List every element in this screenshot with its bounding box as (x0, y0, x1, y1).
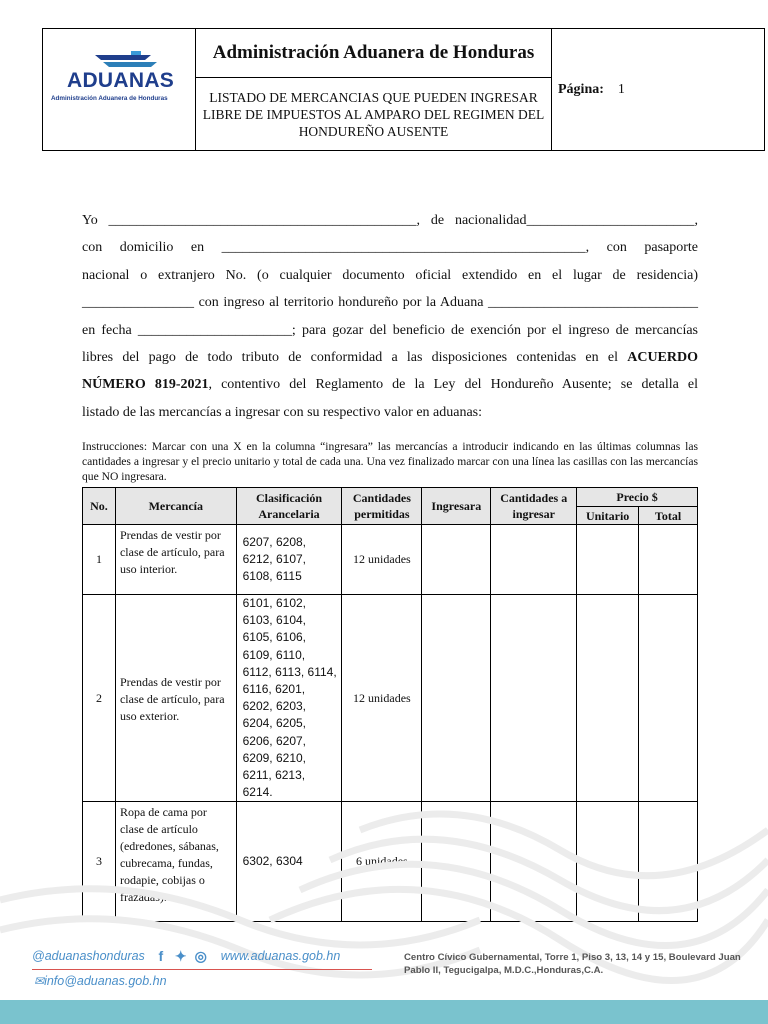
col-header-cantidades-permitidas: Cantidades permitidas (342, 488, 422, 525)
row-cantidad-ingresar-cell[interactable] (491, 525, 577, 595)
col-header-no: No. (83, 488, 116, 525)
row-ingresara-cell[interactable] (422, 595, 491, 802)
website-link[interactable]: www.aduanas.gob.hn (220, 949, 341, 963)
row-clasificacion: 6207, 6208, 6212, 6107, 6108, 6115 (236, 525, 342, 595)
para-text: , contentivo del Reglamento de la Ley del Hondureño Ausente; se detalla el (208, 377, 699, 393)
row-mercancia: Prendas de vestir por clase de artículo, para uso exterior. (115, 595, 236, 802)
page-label: Página: (558, 81, 604, 97)
row-ingresara-cell[interactable] (422, 525, 491, 595)
para-line (82, 371, 698, 398)
agreement-number: NÚMERO 819-2021 (82, 377, 209, 393)
logo-text: ADUANAS (67, 69, 175, 92)
document-title: Administración Aduanera de Honduras (196, 29, 551, 78)
para-line: ________________ con ingreso al territorio hondureño por la Aduana ______________________________ (82, 295, 698, 311)
page-number: 1 (617, 81, 625, 97)
agreement-label: ACUERDO (627, 350, 698, 366)
para-line: Yo ____________________________________________, de nacionalidad________________________, (82, 213, 698, 228)
document-subtitle: LISTADO DE MERCANCIAS QUE PUEDEN INGRESAR LIBRE DE IMPUESTOS AL AMPARO DEL REGIMEN DEL HONDUREÑO AUSENTE (202, 89, 545, 139)
instructions-text: Instrucciones: Marcar con una X en la columna “ingresara” las mercancías a introducir indicando en las últimas columnas las cantidades a ingresar y el precio unitario y total de cada una. Una vez finalizado marcar con una línea las casillas con las mercancías que NO ingresara. (82, 440, 698, 483)
para-text: libres del pago de todo tributo de conformidad a las disposiciones contenidas en el (82, 350, 628, 366)
title-cell (196, 29, 552, 150)
row-clasificacion: 6101, 6102, 6103, 6104, 6105, 6106, 6109, 6110, 6112, 6113, 6114, 6116, 6201, 6202, 6203, 6204, 6205, 6206, 6207, 6209, 6210, 6211, 6213, 6214. (236, 595, 342, 802)
logo-cell (43, 29, 196, 150)
para-line: listado de las mercancías a ingresar con su respectivo valor en aduanas: (82, 404, 483, 420)
para-line: en fecha ______________________; para gozar del beneficio de exención por el ingreso de mercancías (82, 322, 698, 338)
col-header-cantidades-ingresar: Cantidades a ingresar (491, 488, 577, 525)
row-cantidad-ingresar-cell[interactable] (491, 595, 577, 802)
footer-address: Centro Cívico Gubernamental, Torre 1, Piso 3, 13, 14 y 15, Boulevard Juan Pablo II, Tegucigalpa, M.D.C.,Honduras,C.A. (404, 952, 741, 976)
footer-bar (0, 1000, 768, 1024)
ship-logo-icon (93, 51, 163, 71)
footer-social (32, 948, 340, 964)
row-unitario-cell[interactable] (577, 595, 639, 802)
row-cantidad: 12 unidades (342, 595, 422, 802)
page-cell (552, 29, 764, 150)
document-header (42, 28, 765, 151)
facebook-icon[interactable]: f (158, 948, 164, 964)
row-mercancia: Ropa de cama por clase de artículo (edredones, sábanas, cubrecama, fundas, rodapie, cobijas o frazadas). (115, 802, 236, 922)
instagram-icon[interactable]: ◎ (194, 948, 207, 964)
email-link[interactable]: info@aduanas.gob.hn (44, 974, 167, 988)
table-row (83, 595, 698, 802)
row-cantidad: 6 unidades (342, 802, 422, 922)
mail-icon: ✉ (34, 974, 45, 988)
declaration-paragraph (82, 207, 698, 426)
para-line: con domicilio en ____________________________________________________, con pasaporte (82, 240, 698, 256)
col-header-ingresara: Ingresara (422, 488, 491, 525)
table-row (83, 525, 698, 595)
footer-email (34, 974, 167, 988)
twitter-icon[interactable]: ✦ (174, 948, 187, 964)
decorative-wave-background (0, 790, 768, 1024)
row-number: 1 (83, 525, 116, 595)
col-header-mercancia: Mercancía (115, 488, 236, 525)
logo-subtitle: Administración Aduanera de Honduras (51, 95, 168, 102)
row-total-cell[interactable] (639, 595, 698, 802)
row-cantidad: 12 unidades (342, 525, 422, 595)
row-mercancia: Prendas de vestir por clase de artículo, para uso interior. (115, 525, 236, 595)
row-unitario-cell[interactable] (577, 525, 639, 595)
row-number: 2 (83, 595, 116, 802)
para-line (82, 344, 698, 371)
row-total-cell[interactable] (639, 525, 698, 595)
social-handle[interactable]: @aduanashonduras (32, 949, 145, 963)
col-header-precio: Precio $ (577, 488, 698, 507)
footer-divider (32, 969, 372, 970)
col-header-unitario: Unitario (577, 507, 639, 525)
col-header-total: Total (639, 507, 698, 525)
row-number: 3 (83, 802, 116, 922)
col-header-clasificacion: Clasificación Arancelaria (236, 488, 342, 525)
para-line: nacional o extranjero No. (o cualquier documento oficial extendido en el lugar de residencia) (82, 267, 698, 283)
row-clasificacion: 6302, 6304 (236, 802, 342, 922)
